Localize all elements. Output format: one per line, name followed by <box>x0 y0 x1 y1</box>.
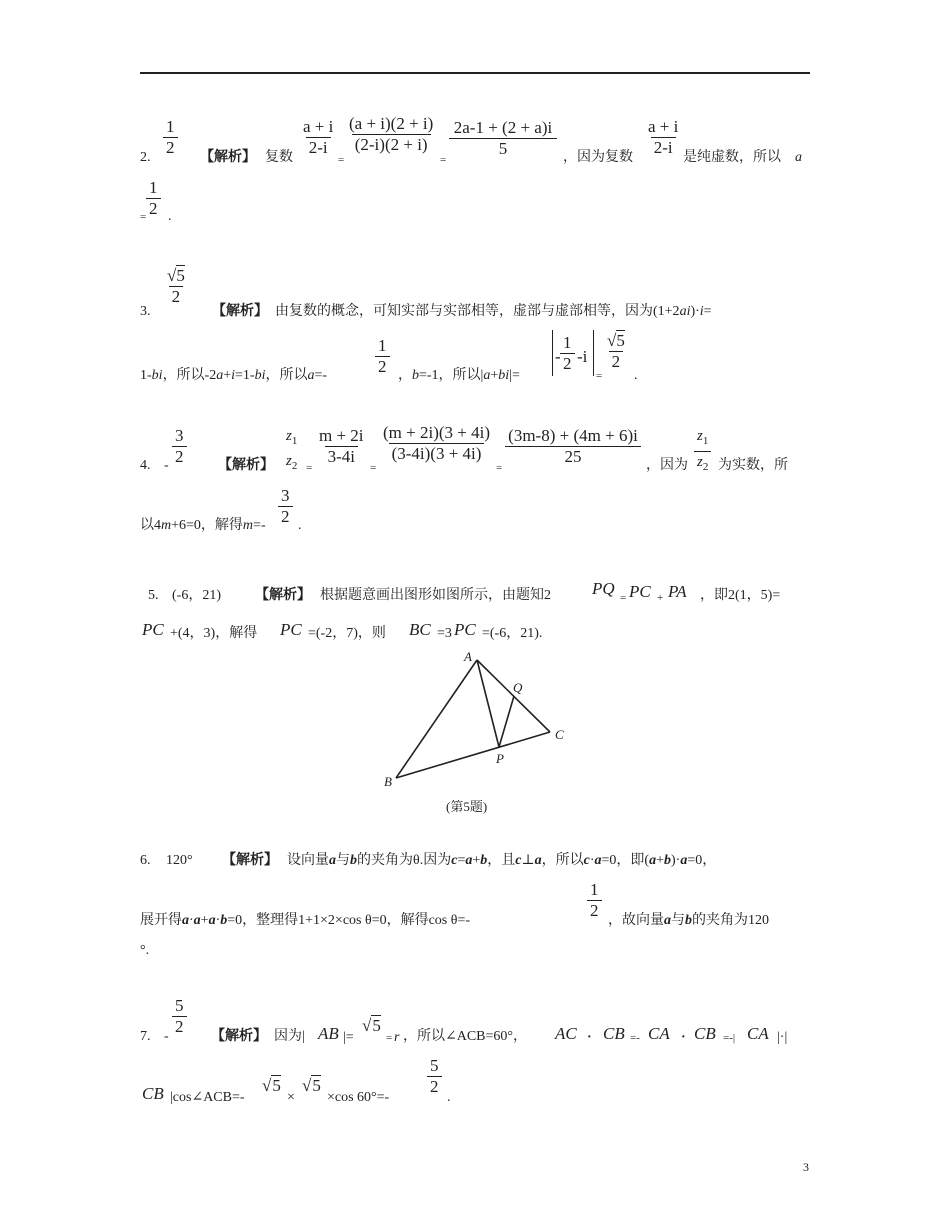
sqrt-5-a: √5 <box>362 1016 381 1035</box>
point-label-b: B <box>384 774 392 789</box>
vector-cb-2: CB <box>694 1024 716 1043</box>
q2-analysis-tag: 【解析】 <box>200 150 256 165</box>
q4-number: 4. <box>140 458 151 473</box>
sqrt-5-b: √5 <box>262 1076 281 1095</box>
q3-fraction-a: $\frac{1}{2}$ <box>375 336 390 377</box>
q4-answer-fraction: $\frac{3}{2}$ <box>172 426 187 467</box>
point-label-p: P <box>496 751 504 766</box>
q2-fraction-1: $\frac{a + i}{2-i}$ <box>303 117 334 157</box>
q5-triangle-figure <box>380 645 580 795</box>
point-label-q: Q <box>513 680 523 695</box>
figure-caption: (第5题) <box>446 799 488 814</box>
segment-ab <box>396 660 477 778</box>
q4-z-ratio-2: $\frac{z_1}{z_2}$ <box>694 426 711 477</box>
segment-pq <box>499 696 514 747</box>
vector-ab: AB <box>318 1024 339 1043</box>
q5-analysis-tag: 【解析】 <box>255 588 311 603</box>
vector-ac: AC <box>555 1024 577 1043</box>
q4-fraction-3: $\frac{(3m-8) + (4m + 6)i}{25}$ <box>505 426 641 467</box>
point-label-c: C <box>555 727 564 742</box>
q6-analysis-tag: 【解析】 <box>222 853 278 868</box>
vector-bc: BC <box>409 620 431 639</box>
vector-ca-2: CA <box>747 1024 769 1043</box>
q4-fraction-2: $\frac{(m + 2i)(3 + 4i)}{(3-4i)(3 + 4i)}$ <box>383 423 490 463</box>
q7-answer-fraction: $\frac{5}{2}$ <box>172 996 187 1037</box>
header-rule <box>140 72 810 74</box>
q2-result-fraction: $\frac{1}{2}$ <box>146 178 161 219</box>
vector-pc: PC <box>629 582 651 601</box>
vector-pc-3: PC <box>280 620 302 639</box>
q7-analysis-tag: 【解析】 <box>211 1029 267 1044</box>
q6-fraction: $\frac{1}{2}$ <box>587 880 602 921</box>
q3-abs-fraction: $\frac{1}{2}$ <box>560 333 575 374</box>
q3-analysis-tag: 【解析】 <box>212 304 268 319</box>
segment-ap <box>477 660 499 747</box>
q7-number: 7. <box>140 1029 151 1044</box>
q4-result-fraction: $\frac{3}{2}$ <box>278 486 293 527</box>
vector-ca: CA <box>648 1024 670 1043</box>
q3-number: 3. <box>140 304 151 319</box>
vector-pc-4: PC <box>454 620 476 639</box>
q7-result-fraction: $\frac{5}{2}$ <box>427 1056 442 1097</box>
vector-cb-3: CB <box>142 1084 164 1103</box>
segment-bc <box>396 732 550 778</box>
q5-answer: (-6，21) <box>172 588 221 603</box>
q3-answer-fraction: $\frac{√5}{2}$ <box>167 266 185 306</box>
sqrt-5-c: √5 <box>302 1076 321 1095</box>
q2-fraction-4: $\frac{a + i}{2-i}$ <box>648 117 679 157</box>
q4-z-ratio: $z_1$ $z_2$ <box>286 428 298 472</box>
q2-answer-fraction: $\frac{1}{2}$ <box>163 117 178 158</box>
q6-number: 6. <box>140 853 151 868</box>
q6-answer: 120° <box>166 853 193 868</box>
vector-pa: PA <box>668 582 687 601</box>
q5-number: 5. <box>148 588 159 603</box>
q4-fraction-1: $\frac{m + 2i}{3-4i}$ <box>319 426 364 466</box>
vector-pq: PQ <box>592 579 615 598</box>
page-number: 3 <box>803 1160 809 1174</box>
q2-fraction-2: $\frac{(a + i)(2 + i)}{(2-i)(2 + i)}$ <box>349 114 434 154</box>
vector-cb: CB <box>603 1024 625 1043</box>
q2-fraction-3: $\frac{2a-1 + (2 + a)i}{5}$ <box>449 118 557 159</box>
q2-text: 复数 <box>265 150 293 165</box>
q3-result-fraction: $\frac{√5}{2}$ <box>607 331 625 371</box>
document-page: 2. $\frac{1}{2}$ 【解析】 复数 $\frac{a + i}{2-i}$ = $\frac{(a + i)(2 + i)}{(2-i)(2 + i)}$ = $\frac{2a-1 + (2 + a)i}{5}$ ，因为复数 $\frac{a + i}{2-i}$ 是纯虚数，所以 a = $\frac{1}{2}$ . 3. $\frac{√5}{2}$ 【解析】 由复数的概念，可知实部与实部相等，虚部与虚部相等，因为(1+2ai)·i= 1-bi，所以-2a+i=1-bi，所以a=- $\frac{1}{2}$ ，b=-1，所以|a+bi|= - $\frac{1}{2}$ -i = $\frac{√5}{2}$ . 4. - $\frac{3}{2}$ 【解析】 $z_1$ $z_2$ = $\frac{m + 2i}{3-4i}$ = $\frac{(m + 2i)(3 + 4i)}{(3-4i)(3 + 4i)}$ = $\frac{(3m-8) + (4m + 6)i}{25}$ ，因为 $\frac{z_1}{z_2}$ 为实数，所 以4m+6=0，解得m=- $\frac{3}{2}$ . 5. (-6，21) 【解析】 根据题意画出图形如图所示，由题知2 PQ = PC + PA ，即2(1，5)= PC +(4，3)，解得 PC =(-2，7)，则 BC =3 PC =(-6，21). A B C P Q (第5题) 6. 120° 【解析】 设向量a与b的夹角为θ.因为c=a+b，且c⊥a，所以c·a=0，即(a+b)·a=0， 展开得a·a+a·b=0，整理得1+1×2×cos θ=0，解得cos θ=- $\frac{1}{2}$ ，故向量a与b的夹角为120 °. 7. - $\frac{5}{2}$ 【解析】 因为| AB |= √5 = r ，所以∠ACB=60°， AC · CB =- CA · CB =-| CA |·| CB |cos∠ACB=- √5 × √5 ×cos 60°=- $\frac{5}{2}$ . 3 <box>0 0 950 1230</box>
q4-analysis-tag: 【解析】 <box>218 458 274 473</box>
vector-pc-2: PC <box>142 620 164 639</box>
point-label-a: A <box>464 649 472 664</box>
q2-number: 2. <box>140 150 151 165</box>
